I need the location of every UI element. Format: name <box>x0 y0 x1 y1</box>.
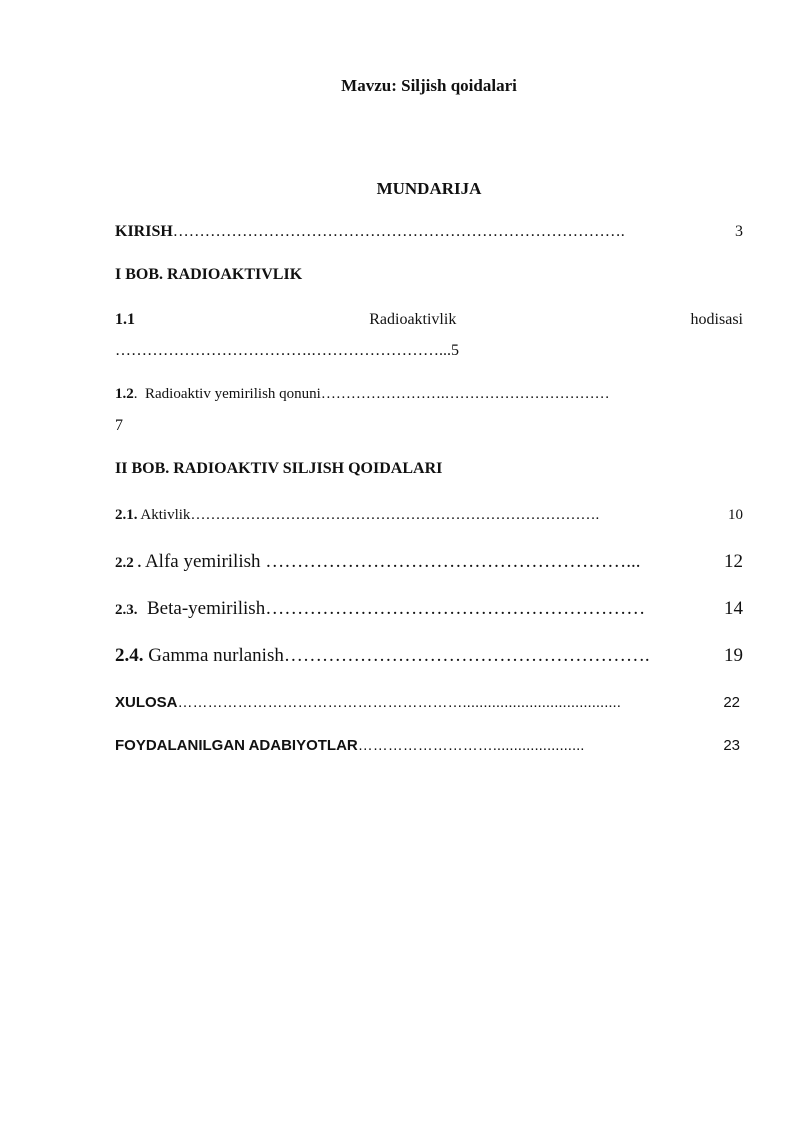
toc-leader: …………………………………………………... <box>265 551 641 572</box>
toc-entry-1-1-continued <box>115 342 743 360</box>
toc-page: 14 <box>724 598 743 619</box>
toc-entry-xulosa <box>115 694 740 711</box>
toc-page: 22 <box>723 694 740 711</box>
toc-entry-2-2 <box>115 551 743 573</box>
toc-leader: …………………………………………………………………………. <box>172 223 625 240</box>
toc-page: 12 <box>724 551 743 572</box>
toc-entry-2-4 <box>115 645 743 667</box>
toc-label: XULOSA <box>115 694 178 711</box>
toc-number: 2.4. <box>115 645 144 666</box>
contents-heading: MUNDARIJA <box>376 179 482 198</box>
document-title: Mavzu: Siljish qoidalari <box>341 76 517 95</box>
toc-label-part: hodisasi <box>690 311 743 328</box>
toc-entry-1-2 <box>115 386 743 403</box>
toc-leader: ………………………...................... <box>357 737 585 754</box>
toc-label-part: Radioaktivlik <box>369 311 457 328</box>
toc-number: 2.1. <box>115 507 138 523</box>
toc-number: 2.2 . <box>115 555 142 571</box>
toc-entry-kirish <box>115 223 743 241</box>
toc-leader: ……………………………….……………………... <box>115 342 451 359</box>
toc-entry-2-3 <box>115 598 743 620</box>
toc-page: 5 <box>451 342 459 359</box>
toc-page: 19 <box>724 645 743 666</box>
toc-label: Gamma nurlanish <box>143 645 284 666</box>
toc-label: Alfa yemirilish <box>141 551 266 572</box>
toc-chapter-1: I BOB. RADIOAKTIVLIK <box>115 266 303 283</box>
toc-leader: …………………………………………………. <box>283 645 650 666</box>
toc-label: Aktivlik <box>137 507 191 523</box>
toc-page: 3 <box>735 223 743 240</box>
toc-number: 2.3. <box>115 602 138 618</box>
toc-page: 7 <box>115 417 123 434</box>
toc-page: 23 <box>723 737 740 754</box>
toc-page: 10 <box>728 507 743 523</box>
toc-number: 1.1 <box>115 311 135 328</box>
toc-entry-2-1 <box>115 507 743 524</box>
toc-chapter-2: II BOB. RADIOAKTIV SILJISH QOIDALARI <box>115 460 443 477</box>
toc-leader: ………………………………………………………………………. <box>190 507 600 523</box>
toc-leader: …………………………………………………...................................... <box>177 694 621 711</box>
toc-label: . Radioaktiv yemirilish qonuni <box>133 386 321 402</box>
toc-label: FOYDALANILGAN ADABIYOTLAR <box>115 737 358 754</box>
toc-entry-references <box>115 737 740 754</box>
toc-entry-1-1 <box>115 311 743 329</box>
toc-leader: …………………….…………………………… <box>320 386 610 402</box>
toc-leader: …………………………………………………… <box>265 598 646 619</box>
toc-label: Beta-yemirilish <box>137 598 266 619</box>
toc-label: KIRISH <box>115 223 173 240</box>
toc-number: 1.2 <box>115 386 134 402</box>
